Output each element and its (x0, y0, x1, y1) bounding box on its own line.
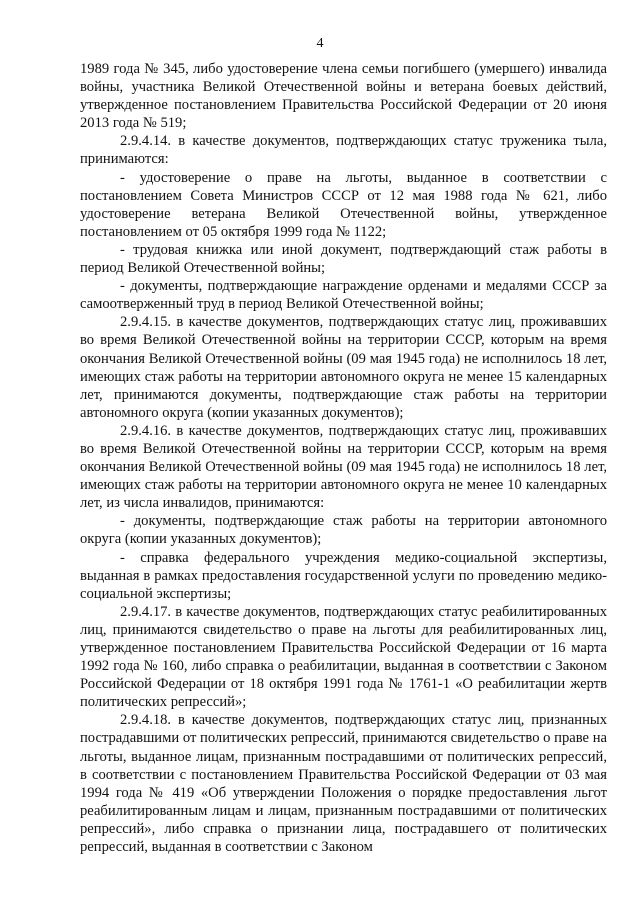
paragraph: - документы, подтверждающие стаж работы на территории автономного округа (копии указанных документов); (80, 513, 607, 548)
paragraph: 2.9.4.18. в качестве документов, подтверждающих статус лиц, признанных пострадавшими от политических репрессий, принимаются свидетельство о праве на льготы, выданное лицам, признанным пострадавшими от политических репрессий, в соответствии с постановлением Правительства Российской Федерации от 03 мая 1994 года № 419 «Об утверждении Положения о порядке предоставления льгот реабилитированным лицам и лицам, признанным пострадавшими от политических репрессий», либо справка о признании лица, пострадавшего от политических репрессий, выданная в соответствии с Законом (80, 712, 607, 856)
paragraph: 1989 года № 345, либо удостоверение члена семьи погибшего (умершего) инвалида войны, участника Великой Отечественной войны и ветерана боевых действий, утвержденное постановлением Правительства Российской Федерации от 20 июня 2013 года № 519; (80, 61, 607, 132)
paragraph: - справка федерального учреждения медико-социальной экспертизы, выданная в рамках предоставления государственной услуги по проведению медико-социальной экспертизы; (80, 549, 607, 602)
paragraph: - удостоверение о праве на льготы, выданное в соответствии с постановлением Совета Министров СССР от 12 мая 1988 года № 621, либо удостоверение ветерана Великой Отечественной войны, утвержденное постановлением от 05 октября 1999 года № 1122; (80, 169, 607, 240)
paragraph: - документы, подтверждающие награждение орденами и медалями СССР за самоотверженный труд в период Великой Отечественной войны; (80, 278, 607, 313)
page-number: 4 (316, 36, 324, 51)
paragraph: 2.9.4.15. в качестве документов, подтверждающих статус лиц, проживавших во время Великой Отечественной войны на территории СССР, которым на время окончания Великой Отечественной войны (09 мая 1945 года) не исполнилось 18 лет, имеющих стаж работы на территории автономного округа не менее 15 календарных лет, принимаются документы, подтверждающие стаж работы на территории автономного округа (копии указанных документов); (80, 314, 607, 421)
paragraph: 2.9.4.16. в качестве документов, подтверждающих статус лиц, проживавших во время Великой Отечественной войны на территории СССР, которым на время окончания Великой Отечественной войны (09 мая 1945 года) не исполнилось 18 лет, имеющих стаж работы на территории автономного округа не менее 10 календарных лет, из числа инвалидов, принимаются: (80, 422, 607, 512)
paragraph: - трудовая книжка или иной документ, подтверждающий стаж работы в период Великой Отечественной войны; (80, 241, 607, 277)
document-body (80, 60, 607, 856)
paragraph: 2.9.4.17. в качестве документов, подтверждающих статус реабилитированных лиц, принимаются свидетельство о праве на льготы для реабилитированных лиц, утвержденное постановлением Правительства Российской Федерации от 16 марта 1992 года № 160, либо справка о реабилитации, выданная в соответствии с Законом Российской Федерации от 18 октября 1991 года № 1761-1 «О реабилитации жертв политических репрессий»; (80, 603, 607, 711)
paragraph: 2.9.4.14. в качестве документов, подтверждающих статус труженика тыла, принимаются: (80, 133, 607, 168)
